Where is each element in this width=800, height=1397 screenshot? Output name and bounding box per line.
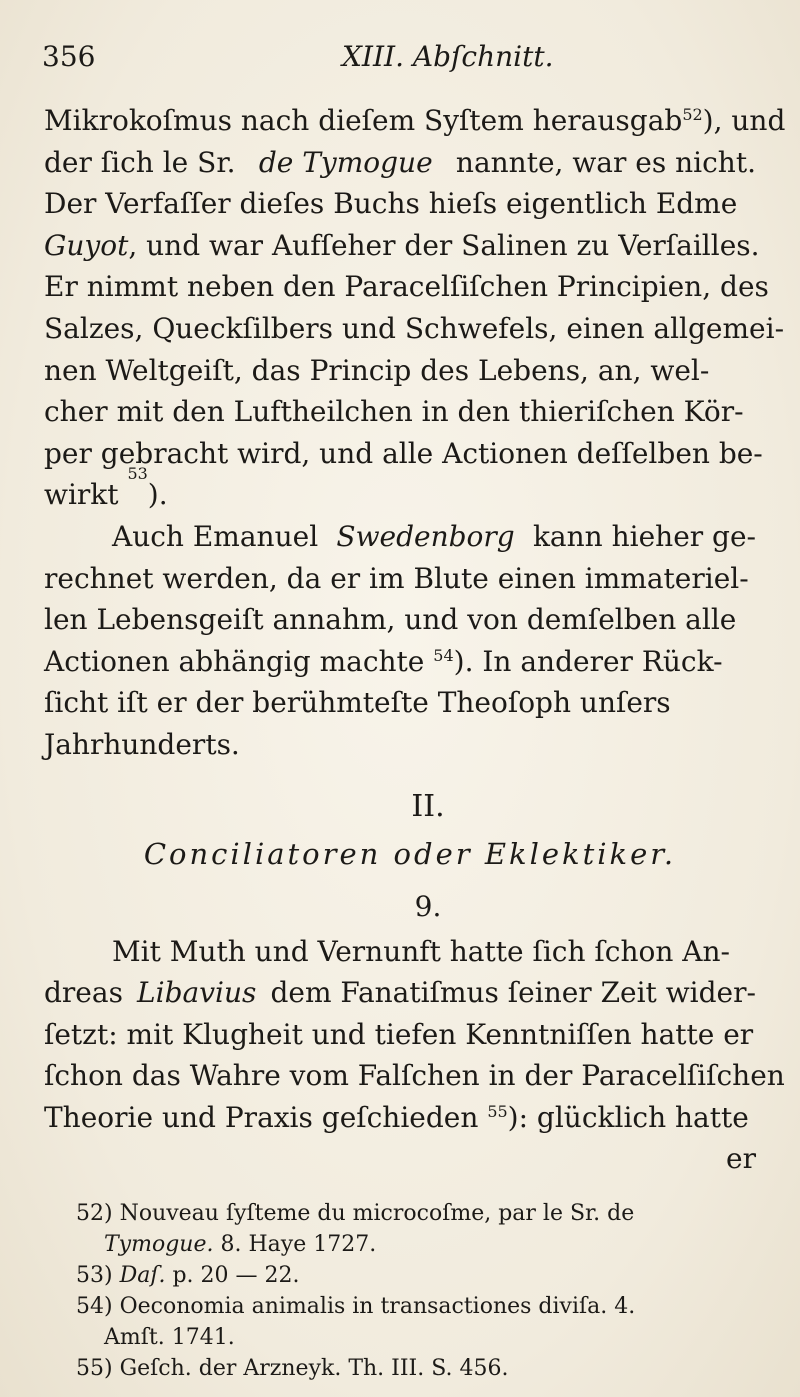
italic-name: Swedenborg: [336, 519, 515, 553]
text-line: [44, 464, 756, 516]
text-line: [44, 183, 756, 225]
footnote-text: p. 20 — 22.: [172, 1263, 300, 1288]
footnote-52: [76, 1198, 756, 1229]
text-line: [44, 266, 769, 308]
text-span: ). In anderer Rück-: [453, 644, 723, 678]
footnotes: [76, 1198, 756, 1384]
text-span: kann hieher ge-: [532, 519, 756, 553]
text-span: Jahrhunderts.: [44, 727, 240, 761]
text-span: Er nimmt neben den Paracelſiſchen Principien, des: [44, 270, 769, 304]
text-span: ſicht iſt er der berühmteſte Theoſoph unſers: [44, 686, 671, 720]
page-header: [42, 40, 740, 80]
text-span: Salzes, Queckſilbers und Schwefels, einen allgemei-: [44, 311, 785, 345]
text-line: [44, 1097, 756, 1139]
text-span: per gebracht wird, und alle Actionen deſſelben be-: [44, 436, 763, 470]
footnote-ref: 52: [682, 105, 703, 124]
text-line: [44, 350, 756, 392]
text-span: ).: [147, 478, 168, 512]
text-span: dem Fanatiſmus ſeiner Zeit wider-: [270, 976, 756, 1010]
catchword: er: [726, 1142, 756, 1176]
footnote-ref: 55: [487, 1101, 508, 1121]
footnote-54: [76, 1291, 756, 1322]
text-span: nannte, war es nicht.: [455, 145, 756, 179]
main-text: [44, 100, 786, 1180]
footnote-text: 55) Geſch. der Arzneyk. Th. III. S. 456.: [76, 1356, 509, 1381]
running-title: XIII. Abſchnitt.: [342, 40, 554, 73]
footnote-text: 54) Oeconomia animalis in transactiones diviſa. 4.: [76, 1294, 636, 1319]
text-line: [44, 142, 756, 184]
italic-name: Guyot: [44, 228, 129, 262]
text-span: dreas: [44, 976, 123, 1010]
text-span: Actionen abhängig machte: [44, 644, 425, 678]
section-number: II.: [411, 788, 445, 824]
page-number: 356: [42, 40, 96, 73]
text-span: ), und: [702, 104, 786, 137]
text-line: [44, 308, 785, 350]
text-line: [44, 682, 756, 724]
text-line: [44, 724, 756, 766]
text-span: cher mit den Luftheilchen in den thieriſchen Kör-: [44, 395, 744, 429]
text-line: [44, 558, 756, 600]
italic-name: Tymogue.: [104, 1232, 214, 1257]
text-line: [44, 433, 763, 475]
spacer: [44, 766, 756, 778]
text-span: Mikrokoſmus nach dieſem Syſtem herausgab: [44, 104, 683, 137]
text-line: [44, 599, 756, 641]
text-line: [44, 972, 756, 1014]
footnote-55: [76, 1353, 756, 1384]
footnote-text: 53): [76, 1263, 113, 1288]
footnote-text: 52) Nouveau ſyſteme du microcoſme, par le Sr. de: [76, 1201, 635, 1226]
text-line: [44, 1014, 756, 1056]
text-span: der ſich le Sr.: [44, 145, 236, 179]
text-line: [44, 100, 786, 142]
footnote-52-cont: [76, 1229, 756, 1260]
footnote-text: 8. Haye 1727.: [220, 1232, 377, 1257]
text-line: [44, 391, 756, 433]
text-span: rechnet werden, da er im Blute einen immateriel-: [44, 561, 749, 595]
text-line: [44, 225, 760, 267]
footnote-54-cont: [76, 1322, 756, 1353]
footnote-ref: 54: [433, 645, 454, 665]
footnote-53: [76, 1260, 756, 1291]
footnote-ref: 53: [127, 464, 148, 484]
italic-name: Libavius: [137, 976, 257, 1010]
text-span: ſetzt: mit Klugheit und tiefen Kenntniſſen hatte er: [44, 1017, 754, 1051]
text-line: [44, 931, 756, 973]
text-span: wirkt: [44, 478, 119, 512]
text-line: [44, 641, 756, 683]
text-span: ): glücklich hatte: [507, 1100, 749, 1134]
text-span: Der Verfaſſer dieſes Buchs hieſs eigentlich Edme: [44, 187, 738, 221]
text-span: Auch Emanuel: [112, 519, 319, 553]
text-span: ſchon das Wahre vom Falſchen in der Paracelſiſchen: [44, 1059, 785, 1093]
text-span: len Lebensgeiſt annahm, und von demſelben alle: [44, 603, 737, 637]
text-span: Theorie und Praxis geſchieden: [44, 1100, 479, 1134]
text-line: [44, 516, 756, 558]
text-span: , und war Aufſeher der Salinen zu Verſailles.: [128, 228, 760, 262]
text-span: nen Weltgeiſt, das Princip des Lebens, an, wel-: [44, 353, 710, 387]
subsection-number: 9.: [414, 889, 442, 923]
footnote-text: Amſt. 1741.: [104, 1325, 235, 1350]
catchword-line: [44, 1138, 756, 1180]
italic-abbrev: Daſ.: [119, 1263, 166, 1288]
section-title: Conciliatoren oder Eklektiker.: [143, 837, 677, 872]
text-line: [44, 1055, 785, 1097]
italic-name: de Tymogue: [258, 145, 433, 179]
text-span: Mit Muth und Vernunft hatte ſich ſchon An-: [112, 934, 730, 968]
